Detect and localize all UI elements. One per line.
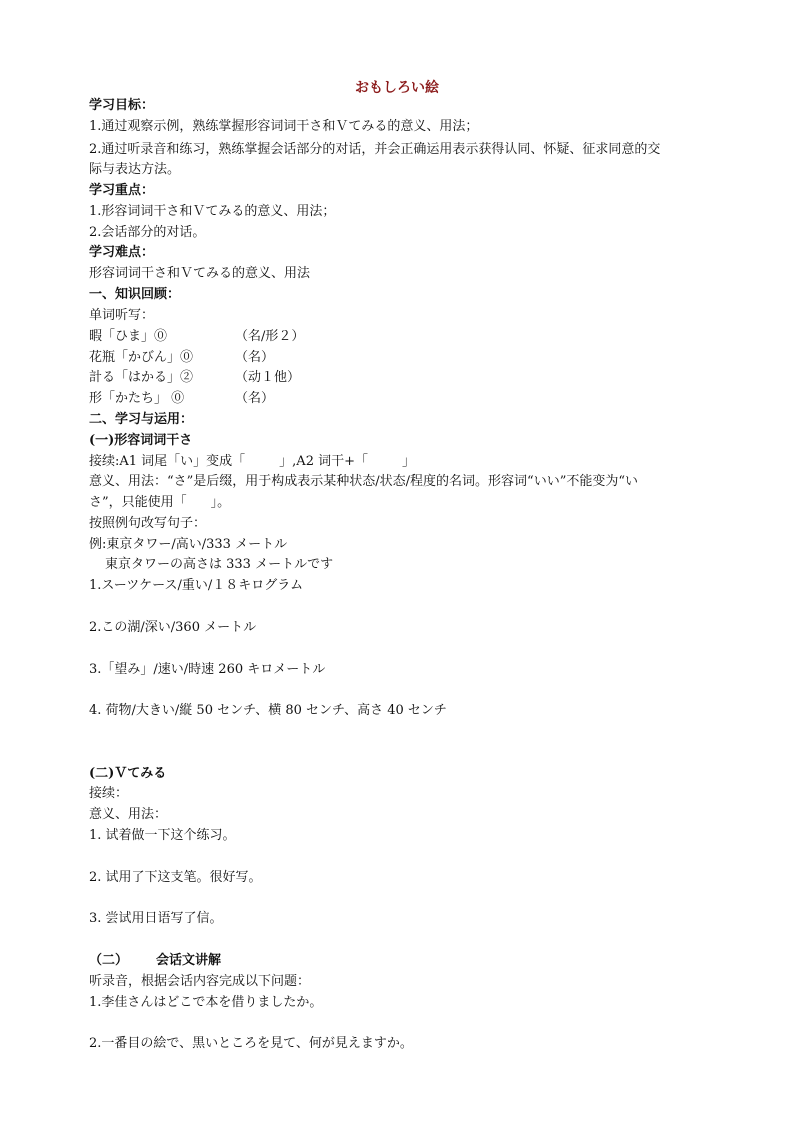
meaning-line-1: 意义、用法：“さ”是后缀，用于构成表示某种状态/状态/程度的名词。形容词“いい”不能变为“い: [89, 474, 638, 489]
vocab-item: [89, 350, 274, 366]
exercise-1-item-4: 4. 荷物/大きい/縦 50 センチ、横 80 センチ、高さ 40 センチ: [89, 703, 447, 718]
study-heading: 二、学习与运用：: [89, 412, 194, 427]
key-point-1: 1.形容词词干さ和Ｖてみる的意义、用法；: [89, 204, 336, 219]
review-heading: 一、知识回顾：: [89, 287, 181, 302]
listening-instruction: 听录音，根据会话内容完成以下问题：: [89, 974, 311, 989]
section-3-heading-title: 会话文讲解: [156, 953, 222, 968]
meaning-line-2-part-1: さ”，只能使用「: [89, 495, 187, 510]
example-line-2: 東京タワーの高さは 333 メートルです: [105, 557, 334, 572]
key-points-heading: 学习重点：: [89, 183, 155, 198]
dictation-label: 单词听写：: [89, 308, 155, 323]
vocab-word: 形「かたち」 ⓪: [89, 391, 185, 406]
key-point-2: 2.会话部分的对话。: [89, 225, 206, 240]
goals-heading: 学习目标：: [89, 98, 155, 113]
vocab-word: 暇「ひま」⓪: [89, 329, 168, 344]
section-3-heading: [89, 953, 221, 969]
connection-rule-part-1: 接续:A1 词尾「い」变成「: [89, 454, 246, 469]
connection-rule: [89, 454, 415, 470]
page-title: おもしろい絵: [355, 80, 439, 96]
exercise-2-item-2: 2. 试用了下这支笔。很好写。: [89, 870, 262, 885]
vocab-word: 計る「はかる」②: [89, 370, 194, 385]
vocab-item: [89, 391, 274, 407]
question-1: 1.李佳さんはどこで本を借りましたか。: [89, 995, 323, 1010]
section-2-meaning: 意义、用法：: [89, 807, 168, 822]
exercise-1-item-1: 1.スーツケース/重い/１８キログラム: [89, 578, 304, 593]
vocab-pos: （动１他）: [235, 370, 301, 385]
exercise-2-item-3: 3. 尝试用日语写了信。: [89, 911, 223, 926]
section-2-heading: (二)Ｖてみる: [89, 766, 167, 781]
section-2-connection: 接续：: [89, 786, 129, 801]
connection-rule-part-2: 」,A2 词干+「: [279, 454, 368, 469]
difficulty-heading: 学习难点：: [89, 245, 155, 260]
exercise-1-item-3: 3.「望み」/速い/時速 260 キロメートル: [89, 662, 326, 677]
exercise-1-item-2: 2.この湖/深い/360 メートル: [89, 620, 257, 635]
vocab-pos: （名/形２）: [235, 329, 305, 344]
exercise-2-item-1: 1. 试着做一下这个练习。: [89, 828, 236, 843]
section-1-heading: (一)形容词词干さ: [89, 433, 193, 448]
rewrite-instruction: 按照例句改写句子：: [89, 516, 207, 531]
example-line-1: 例:東京タワー/高い/333 メートル: [89, 537, 288, 552]
vocab-word: 花瓶「かびん」⓪: [89, 350, 194, 365]
vocab-pos: （名）: [235, 350, 275, 365]
goal-2-line-2: 际与表达方法。: [89, 162, 181, 177]
goal-1: 1.通过观察示例，熟练掌握形容词词干さ和Ｖてみる的意义、用法；: [89, 119, 479, 134]
goal-2-line-1: 2.通过听录音和练习，熟练掌握会话部分的对话，并会正确运用表示获得认同、怀疑、征求同意的交: [89, 142, 661, 157]
section-3-heading-number: （二）: [89, 953, 129, 968]
vocab-item: [89, 370, 300, 386]
connection-rule-part-3: 」: [402, 454, 416, 469]
meaning-line-2-part-2: 」。: [210, 495, 231, 510]
difficulty-1: 形容词词干さ和Ｖてみる的意义、用法: [89, 266, 311, 281]
vocab-pos: （名）: [235, 391, 275, 406]
vocab-item: [89, 329, 304, 345]
meaning-line-2: [89, 495, 230, 511]
question-2: 2.一番目の絵で、黒いところを見て、何が見えますか。: [89, 1036, 413, 1051]
